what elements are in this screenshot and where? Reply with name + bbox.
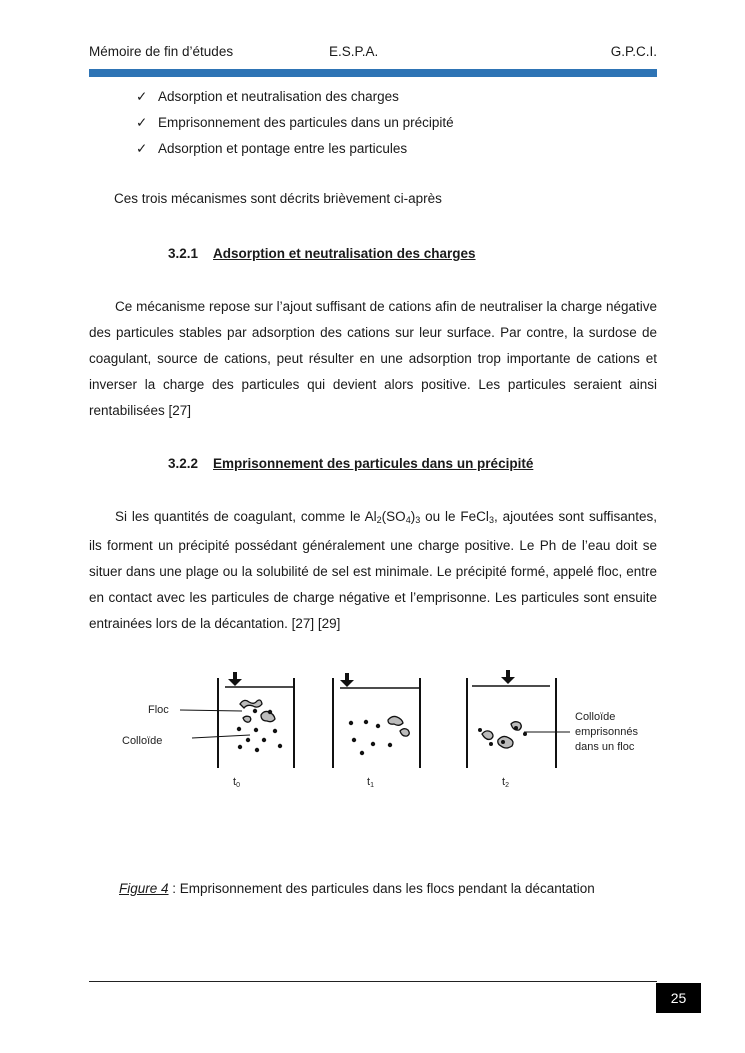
- bullet-text: Emprisonnement des particules dans un précipité: [158, 115, 454, 130]
- figure-caption: [119, 881, 595, 896]
- header-center: E.S.P.A.: [329, 44, 379, 59]
- time-label-t0: t0: [233, 776, 240, 789]
- checkmark-icon: ✓: [136, 89, 148, 104]
- floc-leader: [180, 710, 242, 711]
- list-item: [136, 114, 454, 140]
- checkmark-icon: ✓: [136, 141, 148, 156]
- sedimentation-diagram: [122, 668, 650, 798]
- floc-cluster: [482, 722, 521, 748]
- floc-cluster: [388, 716, 409, 736]
- figure-4-illustration: [122, 668, 650, 798]
- intro-text: Ces trois mécanismes sont décrits brièvement ci-après: [114, 191, 442, 206]
- section-heading-2: [168, 456, 533, 471]
- time-label-t1: t1: [367, 776, 374, 789]
- label-right-3: dans un floc: [575, 741, 635, 753]
- header-bar: [89, 69, 657, 77]
- label-floc: Floc: [148, 704, 169, 716]
- list-item: [136, 88, 454, 114]
- section-number: 3.2.2: [168, 456, 199, 471]
- bullet-list: [136, 88, 454, 166]
- label-right-2: emprisonnés: [575, 726, 638, 738]
- list-item: [136, 140, 454, 166]
- section-heading-1: [168, 246, 476, 261]
- time-label-t2: t2: [502, 776, 509, 789]
- footer-rule: [89, 981, 657, 982]
- page-number: 25: [656, 983, 701, 1013]
- colloid-particles: [237, 709, 282, 752]
- section-1-body: Ce mécanisme repose sur l’ajout suffisant de cations afin de neutraliser la charge négative des particules stables par adsorption des cations sur leur surface. Par contre, la surdose de coagulant, source de cations, peut résulter en une adsorption trop importante de cations et inverser la charge des particules qui devient alors positive. Les particules seraient ainsi rentabilisées [27]: [89, 299, 657, 418]
- bullet-text: Adsorption et pontage entre les particules: [158, 141, 408, 156]
- label-right-1: Colloïde: [575, 711, 616, 723]
- bullet-text: Adsorption et neutralisation des charges: [158, 89, 399, 104]
- section-title: Adsorption et neutralisation des charges: [213, 246, 476, 261]
- label-colloide: Colloïde: [122, 735, 163, 747]
- header-left: Mémoire de fin d’études: [89, 44, 234, 59]
- section-title: Emprisonnement des particules dans un précipité: [213, 456, 534, 471]
- checkmark-icon: ✓: [136, 115, 148, 130]
- figure-label: Figure 4: [119, 881, 169, 896]
- caption-text: : Emprisonnement des particules dans les flocs pendant la décantation: [168, 881, 595, 896]
- header-right: G.P.C.I.: [610, 44, 657, 59]
- section-number: 3.2.1: [168, 246, 199, 261]
- section-2-body: Si les quantités de coagulant, comme le $Al_2(SO_4)_3$ ou le FeCl$_3$, ajoutées sont suffisantes, ils forment un précipité possédant généralement une charge positive. Le Ph de l’eau doit se situer dans une plage ou la solubilité de sel est minimale. Le précipité formé, appelé floc, entre en contact avec les particules de charge négative et l’emprisonne. Les particules sont ensuite entrainées lors de la décantation. [27] [29]: [89, 509, 657, 631]
- colloid-particles: [349, 720, 392, 755]
- colloid-leader: [192, 735, 250, 738]
- arrow-down-icon: [228, 670, 515, 687]
